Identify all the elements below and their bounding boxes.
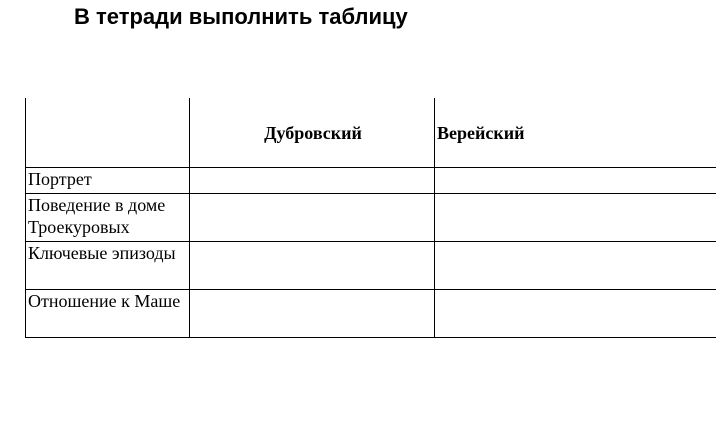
row-label: Портрет	[26, 168, 190, 194]
table-cell	[435, 194, 716, 242]
table-header-row	[26, 98, 716, 168]
table-cell	[435, 290, 716, 338]
header-cell-vereisky: Верейский	[435, 98, 716, 168]
page-title: В тетради выполнить таблицу	[74, 4, 408, 29]
table-cell	[190, 242, 435, 290]
header-cell-empty	[26, 98, 190, 168]
table-row	[26, 242, 716, 290]
comparison-table	[25, 98, 716, 338]
table-cell	[435, 242, 716, 290]
table-cell	[190, 168, 435, 194]
table-row	[26, 290, 716, 338]
table-cell	[190, 194, 435, 242]
table-row	[26, 168, 716, 194]
row-label: Отношение к Маше	[26, 290, 190, 338]
row-label: Ключевые эпизоды	[26, 242, 190, 290]
header-cell-dubrovsky: Дубровский	[190, 98, 435, 168]
row-label: Поведение в доме Троекуровых	[26, 194, 190, 242]
table-cell	[190, 290, 435, 338]
table-cell	[435, 168, 716, 194]
table-row	[26, 194, 716, 242]
